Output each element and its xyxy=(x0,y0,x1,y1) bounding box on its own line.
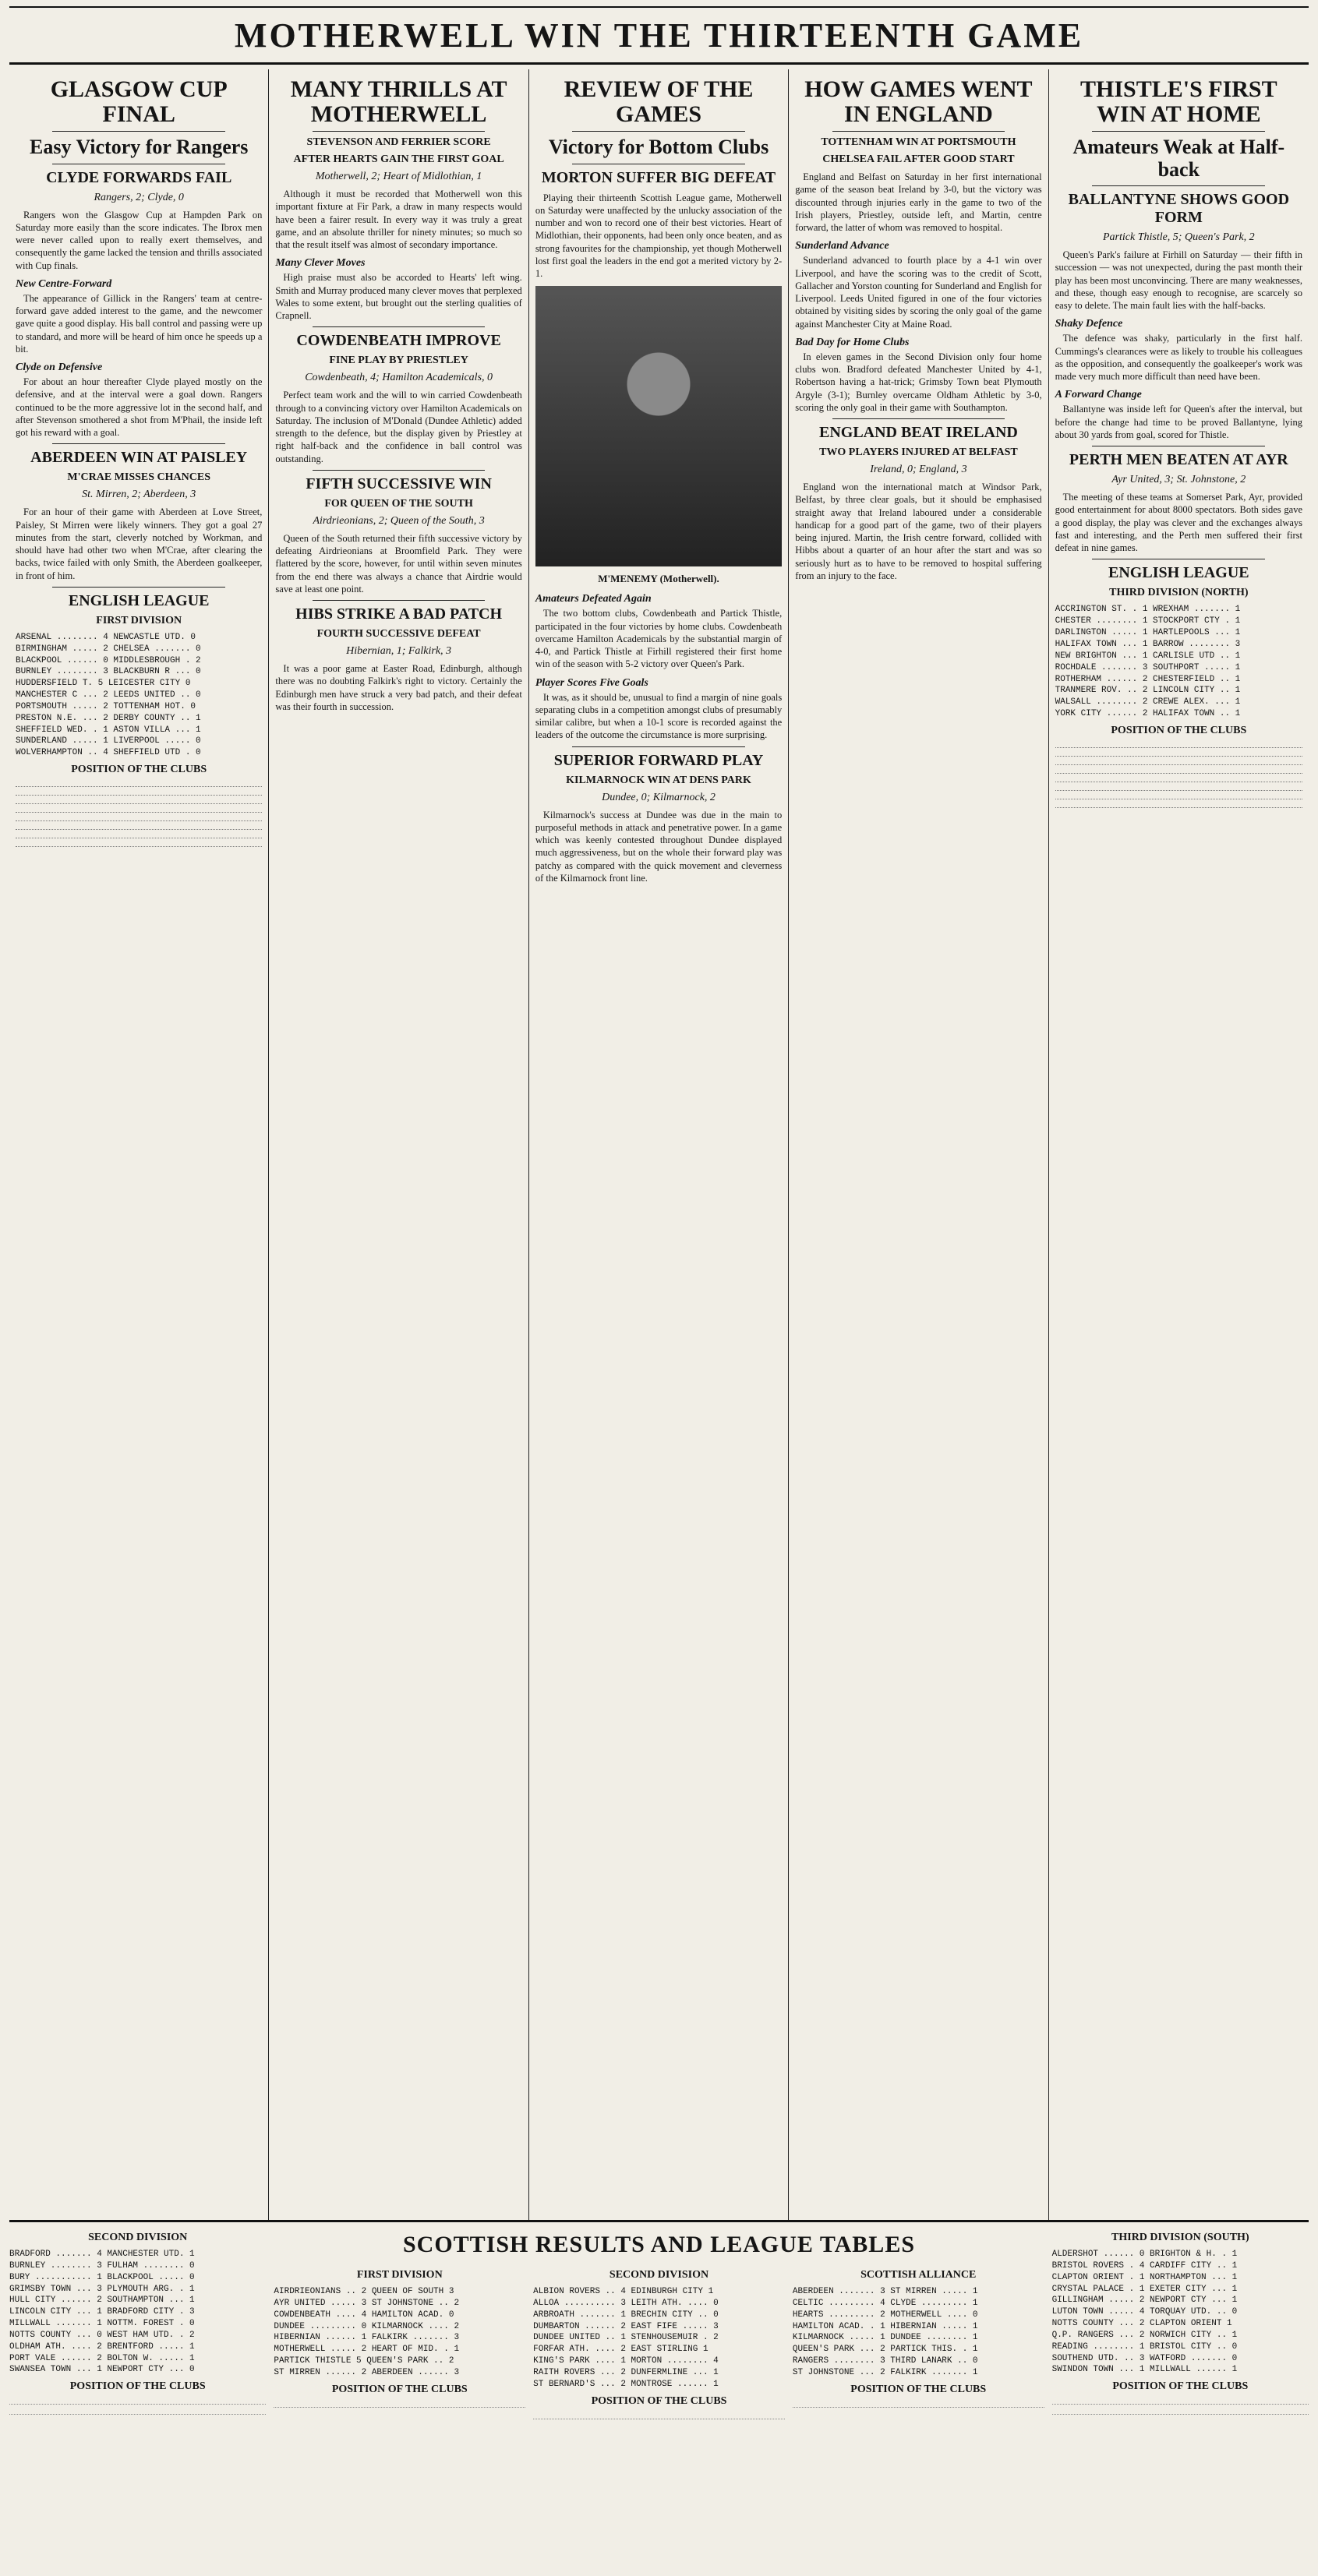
deck: MORTON SUFFER BIG DEFEAT xyxy=(541,168,776,186)
result-row: BURNLEY ........ 3 BLACKBURN R ... 0 xyxy=(16,667,201,677)
table-title: POSITION OF THE CLUBS xyxy=(1112,2380,1249,2393)
table-title: POSITION OF THE CLUBS xyxy=(71,764,207,776)
score-line: Ireland, 0; England, 3 xyxy=(870,464,967,475)
result-row: ALLOA .......... 3 LEITH ATH. .... 0 xyxy=(533,2298,719,2308)
table-line xyxy=(16,781,262,787)
subheadline: Easy Victory for Rangers xyxy=(29,136,249,158)
player-photo xyxy=(535,286,782,566)
subheadline: Victory for Bottom Clubs xyxy=(548,136,769,158)
result-row: SWINDON TOWN ... 1 MILLWALL ...... 1 xyxy=(1051,2365,1238,2375)
table-line xyxy=(16,824,262,830)
result-row: BIRMINGHAM ..... 2 CHELSEA ....... 0 xyxy=(16,644,201,654)
result-row: ACCRINGTON ST. . 1 WREXHAM ....... 1 xyxy=(1055,605,1241,615)
table-title: POSITION OF THE CLUBS xyxy=(331,2383,468,2395)
result-row: ST MIRREN ...... 2 ABERDEEN ...... 3 xyxy=(274,2367,460,2377)
result-row: NEW BRIGHTON ... 1 CARLISLE UTD .. 1 xyxy=(1055,651,1241,661)
divider xyxy=(832,131,1005,132)
deck: BALLANTYNE SHOWS GOOD FORM xyxy=(1068,191,1290,227)
result-row: BURY ........... 1 BLACKPOOL ..... 0 xyxy=(9,2272,195,2282)
result-row: SUNDERLAND ..... 1 LIVERPOOL ..... 0 xyxy=(16,736,201,746)
results-table xyxy=(793,2286,1044,2379)
section-subhead: Bad Day for Home Clubs xyxy=(795,336,910,348)
scottish-alliance xyxy=(793,2264,1044,2422)
result-row: HAMILTON ACAD. . 1 HIBERNIAN ..... 1 xyxy=(792,2321,978,2331)
result-row: CRYSTAL PALACE . 1 EXETER CITY ... 1 xyxy=(1051,2284,1238,2294)
divider xyxy=(52,587,224,588)
headline: THISTLE'S FIRST WIN AT HOME xyxy=(1080,76,1277,127)
result-row: MILLWALL ....... 1 NOTTM. FOREST . 0 xyxy=(9,2319,195,2329)
results-columns xyxy=(9,2227,1309,2422)
result-row: ROCHDALE ....... 3 SOUTHPORT ..... 1 xyxy=(1055,662,1241,672)
paragraph: Although it must be recorded that Motherwell won this important fixture at Fir Park, a draw in many respects would have been a fairer result. In every way it was truly a great game, and an absolute thriller for ninety minutes; so much so that the result itself was almost of secondary importance. xyxy=(275,189,522,250)
result-row: ST BERNARD'S ... 2 MONTROSE ...... 1 xyxy=(533,2379,719,2389)
scottish-results xyxy=(274,2227,1044,2422)
division-title: FIRST DIVISION xyxy=(96,614,182,626)
deck: TWO PLAYERS INJURED AT BELFAST xyxy=(819,446,1018,458)
result-row: KING'S PARK .... 1 MORTON ........ 4 xyxy=(533,2356,719,2366)
column-4 xyxy=(789,69,1048,2220)
headline: SUPERIOR FORWARD PLAY xyxy=(553,751,764,769)
paragraph: For about an hour thereafter Clyde played mostly on the defensive, and at the interval were a goal down. Rangers continued to be the more aggressive lot in the second half, and after Stevenson smothered a shot from M'Phail, the inside left got his reward with a goal. xyxy=(16,376,263,439)
result-row: ROTHERHAM ...... 2 CHESTERFIELD .. 1 xyxy=(1055,674,1241,684)
division-title: SECOND DIVISION xyxy=(609,2269,709,2281)
result-row: COWDENBEATH .... 4 HAMILTON ACAD. 0 xyxy=(274,2310,454,2320)
paragraph: Sunderland advanced to fourth place by a 4-1 win over Liverpool, and have the scoring was to the credit of Scott, Gallacher and Yorston counting for Sunderland and English for Liverpool. Leeds United figured in one of the four victories obtained by visiting sides by scoring the only goal of the game against Manchester City at Maine Road. xyxy=(795,255,1042,330)
table-line xyxy=(16,806,262,813)
deck: TOTTENHAM WIN AT PORTSMOUTH xyxy=(821,136,1016,148)
result-row: QUEEN'S PARK ... 2 PARTICK THIS. . 1 xyxy=(792,2345,978,2355)
league-title: ENGLISH LEAGUE xyxy=(1108,564,1249,582)
headline: HIBS STRIKE A BAD PATCH xyxy=(295,605,503,623)
column-3 xyxy=(529,69,789,2220)
paragraph: It was, as it should be, unusual to find a margin of nine goals separating clubs in a competition amongst clubs of presumably similar calibre, but when a 10-1 score is recorded against the leaders of the outcome the circumstance is more surprising. xyxy=(535,691,783,741)
result-row: BRADFORD ....... 4 MANCHESTER UTD. 1 xyxy=(9,2250,195,2259)
result-row: HALIFAX TOWN ... 1 BARROW ........ 3 xyxy=(1055,639,1241,649)
headline: FIFTH SUCCESSIVE WIN xyxy=(306,475,492,492)
result-row: CLAPTON ORIENT . 1 NORTHAMPTON ... 1 xyxy=(1051,2272,1238,2282)
divider xyxy=(1092,131,1265,132)
section-subhead: Shaky Defence xyxy=(1055,318,1123,330)
table-line xyxy=(16,815,262,821)
paragraph: High praise must also be accorded to Hearts' left wing. Smith and Murray produced many clever moves that perplexed Wales to some extent, but brought out the sterling qualities of Crapnell. xyxy=(275,272,522,321)
result-row: GRIMSBY TOWN ... 3 PLYMOUTH ARG. . 1 xyxy=(9,2284,195,2294)
division-title: SECOND DIVISION xyxy=(88,2232,188,2243)
paragraph: The appearance of Gillick in the Rangers' team at centre-forward gave added interest to the game, and the newcomer gave quite a good display. His ball control and passing were up to standard, and more will be heard of him once he speeds up a bit. xyxy=(16,292,263,355)
deck: FOR QUEEN OF THE SOUTH xyxy=(324,497,473,510)
headline: COWDENBEATH IMPROVE xyxy=(296,332,501,350)
column-1 xyxy=(9,69,269,2220)
deck: FINE PLAY BY PRIESTLEY xyxy=(329,355,468,367)
deck: CLYDE FORWARDS FAIL xyxy=(46,168,232,186)
results-table xyxy=(533,2286,785,2391)
result-row: Q.P. RANGERS ... 2 NORWICH CITY .. 1 xyxy=(1051,2330,1238,2340)
result-row: PRESTON N.E. ... 2 DERBY COUNTY .. 1 xyxy=(16,713,201,723)
result-row: BURNLEY ........ 3 FULHAM ........ 0 xyxy=(9,2260,195,2271)
result-row: DUMBARTON ...... 2 EAST FIFE ..... 3 xyxy=(533,2321,719,2331)
result-row: TRANMERE ROV. .. 2 LINCOLN CITY .. 1 xyxy=(1055,686,1241,696)
paragraph: Ballantyne was inside left for Queen's after the interval, but before the change had time to be proved Ballantyne, lying about 30 yards from goal, scored for Thistle. xyxy=(1055,404,1303,440)
table-line xyxy=(1052,2408,1309,2415)
results-table xyxy=(9,2249,266,2376)
result-row: BRISTOL ROVERS . 4 CARDIFF CITY .. 1 xyxy=(1051,2260,1238,2271)
division-title: FIRST DIVISION xyxy=(356,2269,443,2281)
result-row: MANCHESTER C ... 2 LEEDS UNITED .. 0 xyxy=(16,690,201,700)
paragraph: The meeting of these teams at Somerset Park, Ayr, provided good entertainment for about 8000 spectators. Both sides gave a good display, the play was clever and the exchanges always fast and interesting, and the Perth men suffered their first defeat in nine games. xyxy=(1055,492,1303,554)
table-line xyxy=(16,841,262,847)
scottish-second-division xyxy=(533,2264,785,2422)
paragraph: In eleven games in the Second Division only four home clubs won. Bradford defeated Manchester United by 4-1, Robertson having a hat-trick; Grimsby Town beat Plymouth Argyle (3-1); Burnley overcame Oldham Athletic by 3-0, scoring the only goal in their game with Southampton. xyxy=(795,351,1042,413)
result-row: DUNDEE ......... 0 KILMARNOCK .... 2 xyxy=(274,2321,460,2331)
result-row: BLACKPOOL ...... 0 MIDDLESBROUGH . 2 xyxy=(16,655,201,665)
score-line: Cowdenbeath, 4; Hamilton Academicals, 0 xyxy=(305,372,493,384)
table-line xyxy=(9,2408,266,2415)
paragraph: England and Belfast on Saturday in her first international game of the season beat Ireland by 3-0, but the victory was discounted through injuries early in the game to two of the Irish players, Priestley, outside left, and Martin, centre forward, the latter of whom was removed to hospital. xyxy=(795,171,1042,233)
table-line xyxy=(1055,759,1302,765)
result-row: DUNDEE UNITED .. 1 STENHOUSEMUIR . 2 xyxy=(533,2333,719,2343)
table-line xyxy=(1052,2398,1309,2405)
result-row: FORFAR ATH. .... 2 EAST STIRLING 1 xyxy=(533,2345,708,2355)
table-title: POSITION OF THE CLUBS xyxy=(1111,724,1247,736)
table-line xyxy=(1055,742,1302,748)
section-subhead: Player Scores Five Goals xyxy=(535,676,648,689)
paragraph: Perfect team work and the will to win carried Cowdenbeath through to a convincing victory over Hamilton Academicals on Saturday. The inclusion of M'Donald (Dundee Athletic) added strength to the defence, but the display given by Priestley at right half-back and the confidence in ball control was outstanding. xyxy=(275,390,522,464)
score-line: Dundee, 0; Kilmarnock, 2 xyxy=(602,791,716,803)
result-row: ST JOHNSTONE ... 2 FALKIRK ....... 1 xyxy=(792,2367,978,2377)
headline: ENGLAND BEAT IRELAND xyxy=(818,424,1018,441)
table-line xyxy=(1055,793,1302,799)
headline-banner xyxy=(9,6,1309,65)
table-line xyxy=(16,798,262,804)
paragraph: The two bottom clubs, Cowdenbeath and Partick Thistle, participated in the four victories by home clubs. Cowdenbeath overcame Hamilton Academicals by the substantial margin of 4-0, and Partick Thistle at Firhill registered their first home win of the season with 5-2 victory over Queen's Park. xyxy=(535,608,783,670)
result-row: DARLINGTON ..... 1 HARTLEPOOLS ... 1 xyxy=(1055,628,1241,638)
result-row: HIBERNIAN ...... 1 FALKIRK ....... 3 xyxy=(274,2333,460,2343)
deck: AFTER HEARTS GAIN THE FIRST GOAL xyxy=(293,154,504,165)
result-row: SWANSEA TOWN ... 1 NEWPORT CTY ... 0 xyxy=(9,2365,195,2375)
result-row: PORTSMOUTH ..... 2 TOTTENHAM HOT. 0 xyxy=(16,701,196,711)
paragraph: Queen's Park's failure at Firhill on Saturday — their fifth in succession — was not unexpected, during the past month their play has been most unconvincing. There are many weaknesses, and these, though easy enough to recognise, are scarcely so easy to delete. The main fault lies with the half-backs. xyxy=(1055,249,1303,312)
paragraph: The defence was shaky, particularly in the first half. Cummings's clearances were as likely to trouble his colleagues as the opposition, and consequently the goalkeeper's work was made very much more difficult than need have been. xyxy=(1055,333,1303,383)
result-row: HUDDERSFIELD T. 5 LEICESTER CITY 0 xyxy=(16,679,191,689)
article-columns xyxy=(9,69,1309,2220)
results-table xyxy=(274,2286,525,2379)
column-2 xyxy=(269,69,528,2220)
division-title: SCOTTISH ALLIANCE xyxy=(860,2269,977,2281)
scottish-title: SCOTTISH RESULTS AND LEAGUE TABLES xyxy=(402,2232,916,2257)
result-row: RAITH ROVERS ... 2 DUNFERMLINE ... 1 xyxy=(533,2367,719,2377)
divider xyxy=(313,470,485,471)
subheadline: Amateurs Weak at Half-back xyxy=(1072,136,1285,181)
table-line xyxy=(1055,802,1302,808)
table-line xyxy=(16,832,262,838)
result-row: ARSENAL ........ 4 NEWCASTLE UTD. 0 xyxy=(16,632,196,642)
divider xyxy=(313,600,485,601)
table-line xyxy=(274,2401,525,2408)
score-line: Ayr United, 3; St. Johnstone, 2 xyxy=(1111,474,1246,486)
section-subhead: Amateurs Defeated Again xyxy=(535,593,652,605)
results-table xyxy=(1052,2249,1309,2376)
deck: CHELSEA FAIL AFTER GOOD START xyxy=(822,154,1015,165)
english-second-division xyxy=(9,2227,266,2422)
result-row: AYR UNITED ..... 3 ST JOHNSTONE .. 2 xyxy=(274,2298,460,2308)
result-row: KILMARNOCK ..... 1 DUNDEE ........ 1 xyxy=(792,2333,978,2343)
table-line xyxy=(9,2398,266,2405)
table-line xyxy=(1055,768,1302,774)
results-table xyxy=(1055,604,1302,719)
league-title: ENGLISH LEAGUE xyxy=(68,591,210,609)
section-subhead: Clyde on Defensive xyxy=(16,362,103,374)
table-title: POSITION OF THE CLUBS xyxy=(591,2394,727,2407)
score-line: Partick Thistle, 5; Queen's Park, 2 xyxy=(1102,231,1255,244)
photo-caption: M'MENEMY (Motherwell). xyxy=(598,573,719,585)
score-line: Hibernian, 1; Falkirk, 3 xyxy=(346,645,452,657)
result-row: SHEFFIELD WED. . 1 ASTON VILLA ... 1 xyxy=(16,725,201,735)
score-line: Motherwell, 2; Heart of Midlothian, 1 xyxy=(315,171,482,182)
result-row: SOUTHEND UTD. .. 3 WATFORD ....... 0 xyxy=(1051,2353,1238,2363)
result-row: HEARTS ......... 2 MOTHERWELL .... 0 xyxy=(792,2310,978,2320)
result-row: PARTICK THISTLE 5 QUEEN'S PARK .. 2 xyxy=(274,2356,454,2366)
result-row: CELTIC ......... 4 CLYDE ......... 1 xyxy=(792,2298,978,2308)
result-row: HULL CITY ...... 2 SOUTHAMPTON ... 1 xyxy=(9,2295,195,2306)
headline: ABERDEEN WIN AT PAISLEY xyxy=(30,449,248,467)
results-band xyxy=(9,2220,1309,2422)
division-title: THIRD DIVISION (NORTH) xyxy=(1109,587,1249,599)
deck: FOURTH SUCCESSIVE DEFEAT xyxy=(316,628,481,640)
division-title: THIRD DIVISION (SOUTH) xyxy=(1111,2232,1249,2243)
divider xyxy=(313,326,485,327)
result-row: READING ........ 1 BRISTOL CITY .. 0 xyxy=(1051,2341,1238,2352)
result-row: WOLVERHAMPTON .. 4 SHEFFIELD UTD . 0 xyxy=(16,748,201,758)
paragraph: Playing their thirteenth Scottish League game, Motherwell on Saturday were unaffected by the unlucky association of the number and won to record one of their best victories. Heart of Midlothian, their opponents, had been only once beaten, and as strong favourites for the championship, yet though Motherwell lost first goal the leaders in the end got a merited victory by 2-1. xyxy=(535,192,783,280)
deck: M'CRAE MISSES CHANCES xyxy=(67,471,210,484)
table-title: POSITION OF THE CLUBS xyxy=(69,2380,206,2393)
scottish-first-division xyxy=(274,2264,525,2422)
table-line xyxy=(16,789,262,796)
divider xyxy=(52,131,224,132)
paragraph: Kilmarnock's success at Dundee was due in the main to purposeful methods in attack and penetrative power. In a game which was keenly contested throughout Dundee displayed much aggressiveness, but on the whole their forward play was patchy as compared with the quick movement and cleverness of the Kilmarnock front line. xyxy=(535,809,783,884)
divider xyxy=(832,418,1005,419)
headline: REVIEW OF THE GAMES xyxy=(564,76,754,127)
result-row: PORT VALE ...... 2 BOLTON W. ..... 1 xyxy=(9,2353,195,2363)
table-line xyxy=(793,2401,1044,2408)
result-row: LUTON TOWN ..... 4 TORQUAY UTD. .. 0 xyxy=(1051,2307,1238,2317)
scottish-columns xyxy=(274,2264,1044,2422)
result-row: NOTTS COUNTY ... 0 WEST HAM UTD. . 2 xyxy=(9,2330,195,2340)
table-line xyxy=(533,2412,785,2419)
section-subhead: A Forward Change xyxy=(1055,389,1142,401)
section-subhead: New Centre-Forward xyxy=(16,277,112,290)
paragraph: England won the international match at Windsor Park, Belfast, by three clear goals, but it should be emphasised straight away that Ireland laboured under a considerable handicap for a good part of the game, two of their players being injured. Martin, the Irish centre forward, collided with Hibbs about a quarter of an hour after the start and was so seriously hurt as to have to be removed to hospital suffering from an injury to the face. xyxy=(795,482,1042,581)
headline: PERTH MEN BEATEN AT AYR xyxy=(1069,451,1288,469)
column-5 xyxy=(1049,69,1309,2220)
result-row: YORK CITY ...... 2 HALIFAX TOWN .. 1 xyxy=(1055,709,1241,719)
section-subhead: Many Clever Moves xyxy=(275,257,366,270)
results-table xyxy=(16,632,262,759)
result-row: WALSALL ........ 2 CREWE ALEX. ... 1 xyxy=(1055,697,1241,708)
main-headline: MOTHERWELL WIN THE THIRTEENTH GAME xyxy=(234,16,1084,55)
table-line xyxy=(1055,776,1302,782)
divider xyxy=(1092,185,1265,186)
headline: HOW GAMES WENT IN ENGLAND xyxy=(804,76,1033,127)
paragraph: Queen of the South returned their fifth successive victory by defeating Airdrieonians at Broomfield Park. They were flattered by the score, however, for until within seven minutes from the end there was always a chance that Airdrie would save at least one point. xyxy=(275,532,522,595)
divider xyxy=(572,131,744,132)
result-row: ALBION ROVERS .. 4 EDINBURGH CITY 1 xyxy=(533,2287,714,2296)
result-row: GILLINGHAM ..... 2 NEWPORT CTY ... 1 xyxy=(1051,2295,1238,2306)
table-line xyxy=(1055,785,1302,791)
divider xyxy=(52,443,224,444)
english-third-division-south xyxy=(1052,2227,1309,2422)
result-row: ABERDEEN ....... 3 ST MIRREN ..... 1 xyxy=(792,2287,978,2296)
result-row: RANGERS ........ 3 THIRD LANARK .. 0 xyxy=(792,2356,978,2366)
result-row: LINCOLN CITY ... 1 BRADFORD CITY . 3 xyxy=(9,2307,195,2317)
result-row: OLDHAM ATH. .... 2 BRENTFORD ..... 1 xyxy=(9,2341,195,2352)
result-row: CHESTER ........ 1 STOCKPORT CTY . 1 xyxy=(1055,616,1241,626)
score-line: St. Mirren, 2; Aberdeen, 3 xyxy=(82,489,196,501)
table-title: POSITION OF THE CLUBS xyxy=(850,2383,987,2395)
result-row: ARBROATH ....... 1 BRECHIN CITY .. 0 xyxy=(533,2310,719,2320)
deck: STEVENSON AND FERRIER SCORE xyxy=(306,136,491,148)
paragraph: It was a poor game at Easter Road, Edinburgh, although there was no doubting Falkirk's right to victory. Certainly the Edinburgh men have struck a very bad patch, and their defeat was their fourth in succession. xyxy=(275,663,522,712)
divider xyxy=(572,746,744,747)
headline: GLASGOW CUP FINAL xyxy=(50,76,228,127)
result-row: ALDERSHOT ...... 0 BRIGHTON & H. . 1 xyxy=(1051,2250,1238,2259)
table-line xyxy=(1055,750,1302,757)
result-row: AIRDRIEONIANS .. 2 QUEEN OF SOUTH 3 xyxy=(274,2287,454,2296)
result-row: MOTHERWELL ..... 2 HEART OF MID. . 1 xyxy=(274,2345,460,2355)
divider xyxy=(313,131,485,132)
deck: KILMARNOCK WIN AT DENS PARK xyxy=(566,774,751,786)
headline: MANY THRILLS AT MOTHERWELL xyxy=(290,76,507,127)
paragraph: For an hour of their game with Aberdeen at Love Street, Paisley, St Mirren were likely winners. They got a goal 27 minutes from the start, cleverly notched by Workman, and should have had other two when M'Crae, after clearing the backs, twice failed with only Smith, the Aberdeen goalkeeper, in front of him. xyxy=(16,506,263,581)
score-line: Rangers, 2; Clyde, 0 xyxy=(94,191,184,203)
score-line: Airdrieonians, 2; Queen of the South, 3 xyxy=(313,514,485,527)
section-subhead: Sunderland Advance xyxy=(795,240,889,252)
paragraph: Rangers won the Glasgow Cup at Hampden Park on Saturday more easily than the score indicates. The Ibrox men were never called upon to really exert themselves, and consequently the game lacked the tension and thrills associated with Cup finals. xyxy=(16,209,263,271)
result-row: NOTTS COUNTY ... 2 CLAPTON ORIENT 1 xyxy=(1051,2319,1232,2329)
